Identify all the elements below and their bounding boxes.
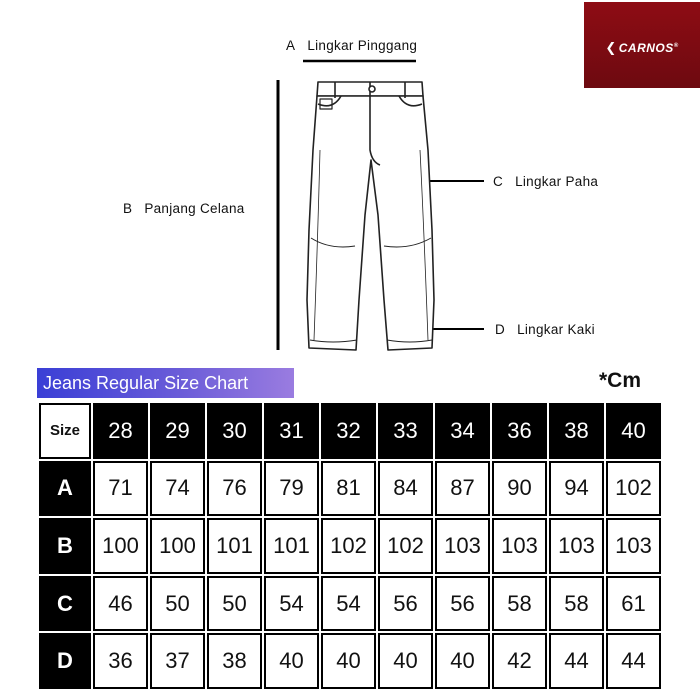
- table-cell: 61: [606, 576, 661, 632]
- header-row: [39, 403, 661, 459]
- table-cell: 50: [207, 576, 262, 632]
- row-label: A: [39, 461, 91, 517]
- table-cell: 56: [378, 576, 433, 632]
- table-cell: 40: [378, 633, 433, 689]
- size-header: 36: [492, 403, 547, 459]
- table-cell: 103: [492, 518, 547, 574]
- table-cell: 100: [93, 518, 148, 574]
- table-cell: 102: [606, 461, 661, 517]
- table-cell: 37: [150, 633, 205, 689]
- size-header: 33: [378, 403, 433, 459]
- size-header: 31: [264, 403, 319, 459]
- table-cell: 81: [321, 461, 376, 517]
- table-cell: 58: [492, 576, 547, 632]
- table-cell: 54: [321, 576, 376, 632]
- brand-name: CARNOS: [618, 41, 674, 55]
- table-cell: 102: [378, 518, 433, 574]
- size-header: 38: [549, 403, 604, 459]
- table-cell: 38: [207, 633, 262, 689]
- size-table: [37, 401, 663, 691]
- table-cell: 76: [207, 461, 262, 517]
- table-row: [39, 518, 661, 574]
- size-corner-label: Size: [39, 403, 91, 459]
- label-waist: A Lingkar Pinggang: [286, 38, 418, 53]
- table-cell: 36: [93, 633, 148, 689]
- jeans-icon: [307, 82, 434, 350]
- table-cell: 103: [606, 518, 661, 574]
- table-cell: 40: [321, 633, 376, 689]
- table-cell: 58: [549, 576, 604, 632]
- size-header: 32: [321, 403, 376, 459]
- label-thigh: C Lingkar Paha: [493, 174, 599, 189]
- label-leg-opening: D Lingkar Kaki: [495, 322, 595, 337]
- table-row: [39, 461, 661, 517]
- table-cell: 102: [321, 518, 376, 574]
- table-cell: 101: [207, 518, 262, 574]
- table-cell: 94: [549, 461, 604, 517]
- table-cell: 54: [264, 576, 319, 632]
- table-cell: 90: [492, 461, 547, 517]
- table-cell: 71: [93, 461, 148, 517]
- table-cell: 44: [606, 633, 661, 689]
- table-cell: 100: [150, 518, 205, 574]
- table-cell: 101: [264, 518, 319, 574]
- size-header: 40: [606, 403, 661, 459]
- table-cell: 50: [150, 576, 205, 632]
- table-cell: 103: [549, 518, 604, 574]
- size-header: 34: [435, 403, 490, 459]
- table-row: [39, 576, 661, 632]
- table-cell: 87: [435, 461, 490, 517]
- table-row: [39, 633, 661, 689]
- size-header: 28: [93, 403, 148, 459]
- unit-label: *Cm: [599, 369, 642, 392]
- table-cell: 79: [264, 461, 319, 517]
- table-cell: 40: [264, 633, 319, 689]
- table-cell: 103: [435, 518, 490, 574]
- row-label: B: [39, 518, 91, 574]
- label-length: B Panjang Celana: [123, 201, 245, 216]
- row-label: C: [39, 576, 91, 632]
- registered-icon: ®: [673, 43, 679, 49]
- table-cell: 42: [492, 633, 547, 689]
- chevron-left-icon: ❮: [605, 40, 617, 55]
- chart-title: Jeans Regular Size Chart: [37, 368, 294, 398]
- table-cell: 44: [549, 633, 604, 689]
- table-cell: 46: [93, 576, 148, 632]
- row-label: D: [39, 633, 91, 689]
- size-header: 29: [150, 403, 205, 459]
- table-cell: 40: [435, 633, 490, 689]
- table-cell: 56: [435, 576, 490, 632]
- size-header: 30: [207, 403, 262, 459]
- table-cell: 84: [378, 461, 433, 517]
- table-cell: 74: [150, 461, 205, 517]
